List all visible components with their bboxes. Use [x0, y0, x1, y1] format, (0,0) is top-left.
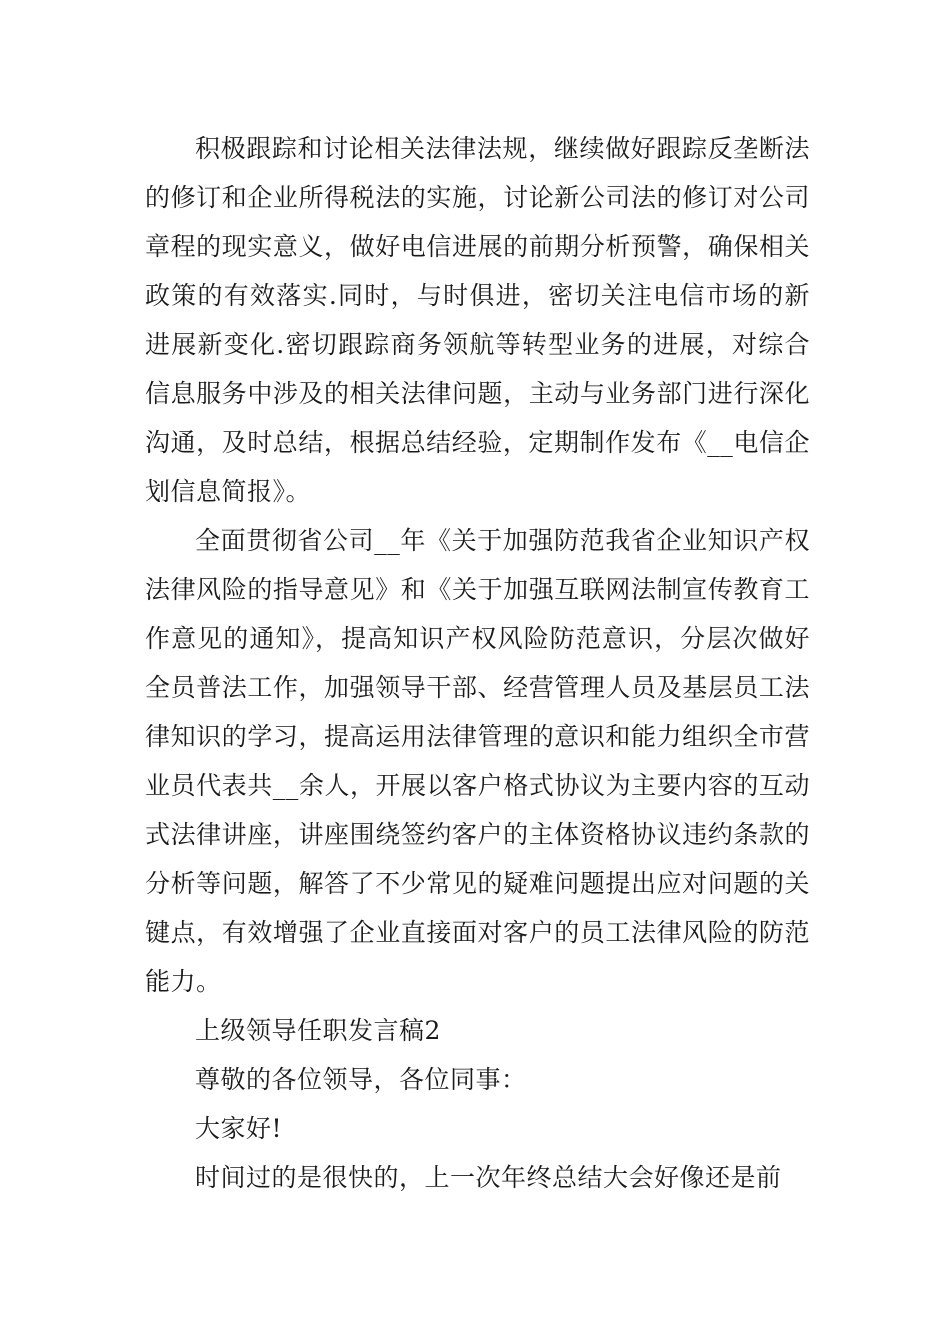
paragraph-legal-tracking: 积极跟踪和讨论相关法律法规，继续做好跟踪反垄断法的修订和企业所得税法的实施，讨论新公司法的修订对公司章程的现实意义，做好电信进展的前期分析预警，确保相关政策的有效落实.同时，与时俱进，密切关注电信市场的新进展新变化.密切跟踪商务领航等转型业务的进展，对综合信息服务中涉及的相关法律问题，主动与业务部门进行深化沟通，及时总结，根据总结经验，定期制作发布《__电信企划信息简报》。 — [145, 134, 810, 506]
salutation: 尊敬的各位领导，各位同事： — [195, 1065, 527, 1094]
greeting: 大家好! — [195, 1114, 283, 1143]
paragraph-ip-risk: 全面贯彻省公司__年《关于加强防范我省企业知识产权法律风险的指导意见》和《关于加强互联网法制宣传教育工作意见的通知》，提高知识产权风险防范意识，分层次做好全员普法工作，加强领导干部、经营管理人员及基层员工法律知识的学习，提高运用法律管理的意识和能力组织全市营业员代表共__余人，开展以客户格式协议为主要内容的互动式法律讲座，讲座围绕签约客户的主体资格协议违约条款的分析等问题，解答了不少常见的疑难问题提出应对问题的关键点，有效增强了企业直接面对客户的员工法律风险的防范能力。 — [145, 526, 810, 996]
section-title: 上级领导任职发言稿2 — [195, 1016, 441, 1045]
document-body — [145, 124, 810, 1202]
paragraph-opening: 时间过的是很快的，上一次年终总结大会好像还是前 — [195, 1163, 782, 1192]
